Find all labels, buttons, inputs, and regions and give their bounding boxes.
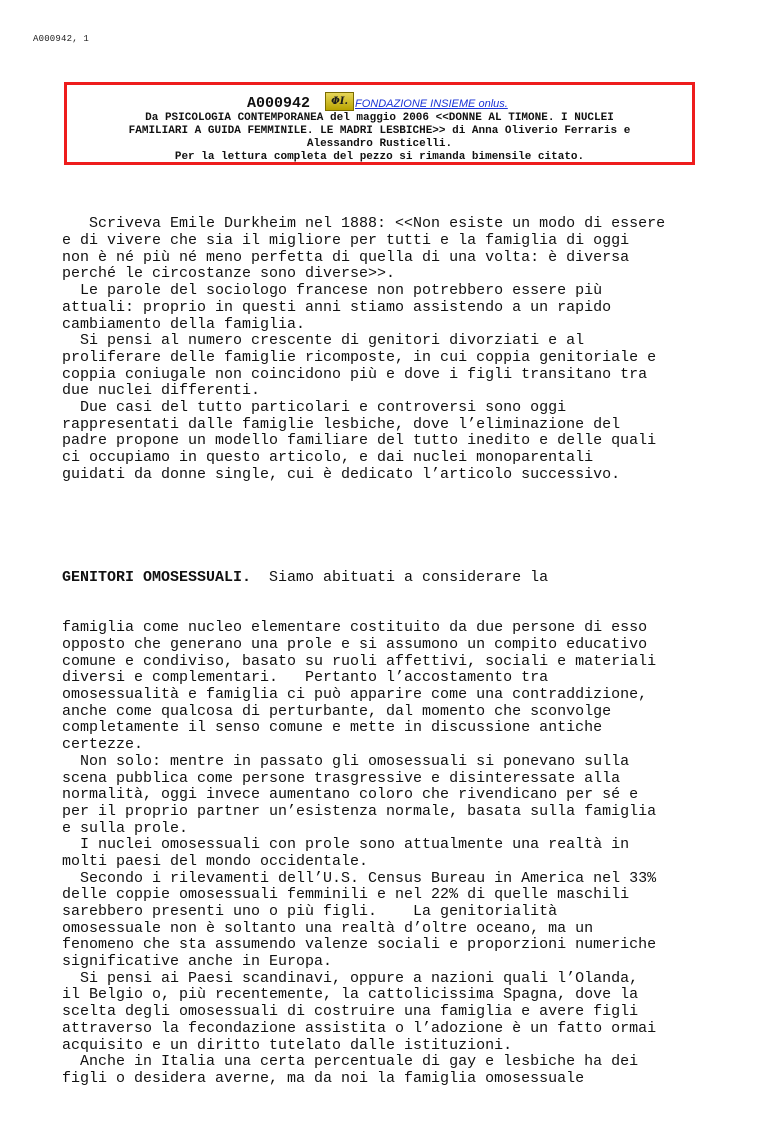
text-line: coppia coniugale non coincidono più e dove i figli transitano tra xyxy=(62,365,648,383)
text-line: attuali: proprio in questi anni stiamo assistendo a un rapido xyxy=(62,298,612,316)
text-line: anche come qualcosa di perturbante, dal momento che sconvolge xyxy=(62,702,612,720)
text-line: diversi e complementari. Pertanto l’accostamento tra xyxy=(62,669,549,687)
text-line: acquisito e un diritto tutelato dalle istituzioni. xyxy=(62,1036,513,1054)
text-line: attraverso la fecondazione assistita o l’adozione è un fatto ormai xyxy=(62,1019,657,1037)
text-line: ci occupiamo in questo articolo, e dai nuclei monoparentali xyxy=(62,449,594,467)
text-line: Scriveva Emile Durkheim nel 1888: <<Non esiste un modo di essere xyxy=(62,215,666,233)
paragraph-gap xyxy=(62,517,752,537)
header-box xyxy=(64,82,695,165)
text-line: completamente il senso comune e mette in discussione antiche xyxy=(62,719,603,737)
text-line: per il proprio partner un’esistenza normale, basata sulla famiglia xyxy=(62,802,657,820)
header-line-2: FAMILIARI A GUIDA FEMMINILE. LE MADRI LESBICHE>> di Anna Oliverio Ferraris e xyxy=(128,125,631,137)
section-first-line-rest: Siamo abituati a considerare la xyxy=(251,569,549,587)
section-title: GENITORI OMOSESSUALI. xyxy=(62,569,252,587)
paragraph-section xyxy=(62,620,752,1087)
text-line: Secondo i rilevamenti dell’U.S. Census Bureau in America nel 33% xyxy=(62,869,657,887)
text-line: Le parole del sociologo francese non potrebbero essere più xyxy=(62,282,603,300)
header-line-1: Da PSICOLOGIA CONTEMPORANEA del maggio 2006 <<DONNE AL TIMONE. I NUCLEI xyxy=(145,112,614,124)
text-line: omosessualità e famiglia ci può apparire come una contraddizione, xyxy=(62,686,648,704)
text-line: scelta degli omosessuali di costruire una famiglia e avere figli xyxy=(62,1003,639,1021)
document-code: A000942 xyxy=(247,95,311,112)
text-line: normalità, oggi invece aumentano coloro che rivendicano per sé e xyxy=(62,786,639,804)
text-line: fenomeno che sta assumendo valenze sociali e proporzioni numeriche xyxy=(62,936,657,954)
text-line: rappresentati dalle famiglie lesbiche, dove l’eliminazione del xyxy=(62,415,621,433)
text-line: molti paesi del mondo occidentale. xyxy=(62,852,369,870)
paragraph-intro xyxy=(62,216,752,483)
foundation-logo-icon: ΦI. xyxy=(325,92,354,111)
header-line-4: Per la lettura completa del pezzo si rimanda bimensile citato. xyxy=(174,151,585,163)
text-line: perché le circostanze sono diverse>>. xyxy=(62,265,396,283)
text-line: proliferare delle famiglie ricomposte, in cui coppia genitoriale e xyxy=(62,348,657,366)
text-line: padre propone un modello familiare del tutto inedito e delle quali xyxy=(62,432,657,450)
running-head: A000942, 1 xyxy=(33,34,90,44)
text-line: Si pensi ai Paesi scandinavi, oppure a nazioni quali l’Olanda, xyxy=(62,969,639,987)
text-line: famiglia come nucleo elementare costituito da due persone di esso xyxy=(62,619,648,637)
text-line: Si pensi al numero crescente di genitori divorziati e al xyxy=(62,332,585,350)
text-line: due nuclei differenti. xyxy=(62,382,261,400)
header-line-3: Alessandro Rusticelli. xyxy=(306,138,453,150)
text-line: non è né più né meno perfetta di quella di una volta: è diversa xyxy=(62,248,630,266)
text-line: Due casi del tutto particolari e controversi sono oggi xyxy=(62,398,567,416)
text-line: guidati da donne single, cui è dedicato l’articolo successivo. xyxy=(62,465,621,483)
section-heading-line xyxy=(62,570,752,587)
text-line: omosessuale non è soltanto una realtà d’oltre oceano, ma un xyxy=(62,919,594,937)
foundation-link[interactable]: FONDAZIONE INSIEME onlus. xyxy=(355,98,508,110)
article-body xyxy=(62,183,752,1121)
text-line: e sulla prole. xyxy=(62,819,189,837)
text-line: Anche in Italia una certa percentuale di gay e lesbiche ha dei xyxy=(62,1053,639,1071)
text-line: scena pubblica come persone trasgressive e disinteressate alla xyxy=(62,769,621,787)
text-line: delle coppie omosessuali femminili e nel 22% di quelle maschili xyxy=(62,886,630,904)
text-line: certezze. xyxy=(62,736,144,754)
text-line: comune e condiviso, basato su ruoli affettivi, sociali e materiali xyxy=(62,652,657,670)
text-line: Non solo: mentre in passato gli omosessuali si ponevano sulla xyxy=(62,752,630,770)
header-top-row xyxy=(67,91,692,111)
text-line: figli o desidera averne, ma da noi la famiglia omosessuale xyxy=(62,1069,585,1087)
text-line: opposto che generano una prole e si assumono un compito educativo xyxy=(62,636,648,653)
text-line: cambiamento della famiglia. xyxy=(62,315,306,333)
text-line: il Belgio o, più recentemente, la cattolicissima Spagna, dove la xyxy=(62,986,639,1004)
text-line: I nuclei omosessuali con prole sono attualmente una realtà in xyxy=(62,836,630,854)
text-line: e di vivere che sia il migliore per tutti e la famiglia di oggi xyxy=(62,232,630,250)
text-line: sarebbero presenti uno o più figli. La genitorialità xyxy=(62,903,558,920)
text-line: significative anche in Europa. xyxy=(62,953,333,971)
